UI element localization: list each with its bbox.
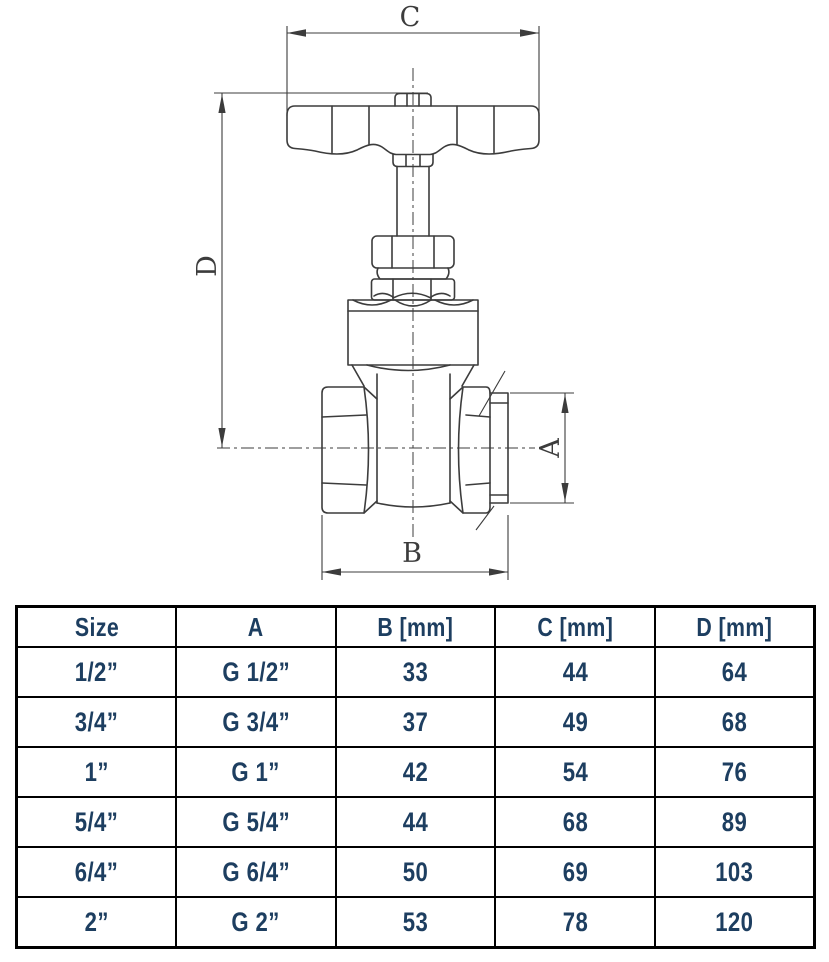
cell-c: 54 bbox=[495, 747, 655, 797]
dimension-a bbox=[510, 393, 574, 503]
dimension-table bbox=[15, 605, 816, 949]
valve-body bbox=[322, 371, 508, 530]
cell-b: 37 bbox=[336, 697, 496, 747]
header-size: Size bbox=[17, 607, 177, 648]
cell-b: 42 bbox=[336, 747, 496, 797]
cell-d: 103 bbox=[655, 847, 815, 897]
dim-label-a: A bbox=[535, 438, 566, 458]
cell-size: 1” bbox=[17, 747, 177, 797]
cell-size: 1/2” bbox=[17, 647, 177, 697]
cell-c: 69 bbox=[495, 847, 655, 897]
cell-c: 49 bbox=[495, 697, 655, 747]
cell-b: 33 bbox=[336, 647, 496, 697]
table-row bbox=[17, 847, 815, 897]
table-row bbox=[17, 697, 815, 747]
cell-size: 3/4” bbox=[17, 697, 177, 747]
cell-c: 78 bbox=[495, 897, 655, 948]
dim-label-d: D bbox=[192, 255, 223, 277]
cell-a: G 3/4” bbox=[176, 697, 336, 747]
header-c-mm: C [mm] bbox=[495, 607, 655, 648]
cell-c: 68 bbox=[495, 797, 655, 847]
cell-d: 89 bbox=[655, 797, 815, 847]
cell-d: 64 bbox=[655, 647, 815, 697]
cell-b: 44 bbox=[336, 797, 496, 847]
cell-d: 76 bbox=[655, 747, 815, 797]
dim-label-b: B bbox=[402, 538, 422, 569]
table-row bbox=[17, 747, 815, 797]
cell-size: 5/4” bbox=[17, 797, 177, 847]
table-row bbox=[17, 897, 815, 948]
cell-b: 53 bbox=[336, 897, 496, 948]
dimension-d bbox=[192, 93, 428, 448]
centerlines bbox=[217, 68, 535, 538]
cell-a: G 5/4” bbox=[176, 797, 336, 847]
cell-a: G 2” bbox=[176, 897, 336, 948]
cell-size: 6/4” bbox=[17, 847, 177, 897]
cell-size: 2” bbox=[17, 897, 177, 948]
dim-label-c: C bbox=[399, 2, 421, 33]
cell-d: 68 bbox=[655, 697, 815, 747]
table-header-row bbox=[17, 607, 815, 648]
cell-a: G 6/4” bbox=[176, 847, 336, 897]
cell-a: G 1” bbox=[176, 747, 336, 797]
header-b-mm: B [mm] bbox=[336, 607, 496, 648]
header-a: A bbox=[176, 607, 336, 648]
table-row bbox=[17, 647, 815, 697]
table-row bbox=[17, 797, 815, 847]
cell-b: 50 bbox=[336, 847, 496, 897]
cell-c: 44 bbox=[495, 647, 655, 697]
cell-d: 120 bbox=[655, 897, 815, 948]
header-d-mm: D [mm] bbox=[655, 607, 815, 648]
cell-a: G 1/2” bbox=[176, 647, 336, 697]
